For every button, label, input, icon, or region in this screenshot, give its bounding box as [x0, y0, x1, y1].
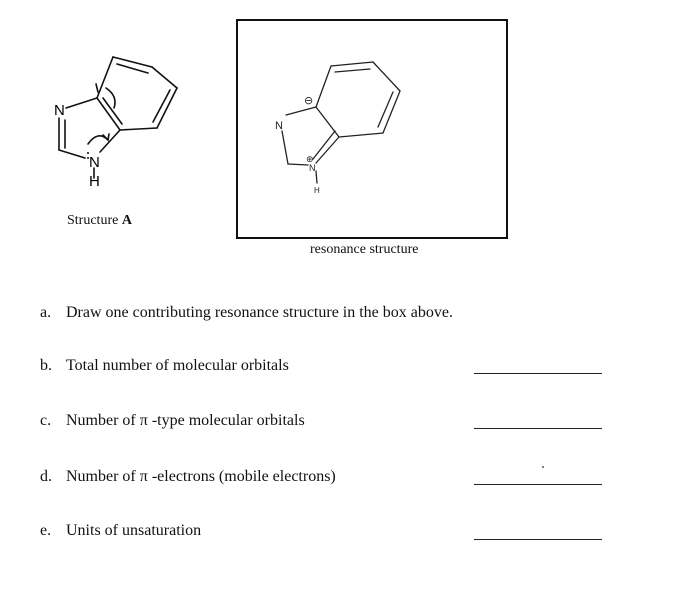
question-text: Draw one contributing resonance structure in the box above. — [66, 304, 453, 321]
benzene-bond — [383, 91, 400, 133]
resonance-caption: resonance structure — [310, 242, 419, 257]
question-letter: d. — [40, 468, 52, 485]
resonance-structure-box[interactable] — [236, 19, 508, 239]
question-text: Number of π -electrons (mobile electrons) — [66, 468, 336, 485]
benzene-bond — [120, 128, 157, 130]
question-letter: a. — [40, 304, 52, 321]
benzene-bond — [152, 67, 177, 88]
benzene-bond — [331, 62, 373, 66]
structure-a-label — [67, 213, 132, 229]
benzene-bond — [97, 98, 120, 130]
answer-line-d[interactable] — [474, 484, 602, 485]
structure-a-drawing — [40, 40, 190, 200]
res-atom-h: H — [314, 186, 320, 195]
question-text: Units of unsaturation — [66, 522, 202, 539]
question-b — [40, 357, 289, 375]
imidazole-bond — [282, 131, 288, 164]
question-text: Number of π -type molecular orbitals — [66, 412, 305, 429]
benzene-bond — [373, 62, 400, 91]
tick-mark — [96, 84, 98, 92]
negative-charge-icon: ⊖ — [304, 94, 314, 107]
answer-line-b[interactable] — [474, 373, 602, 374]
benzene-bond — [113, 57, 152, 67]
benzene-bond — [316, 107, 339, 137]
structure-a-label-prefix: Structure — [67, 213, 122, 228]
n-h-bond — [316, 171, 317, 183]
benzene-double-bond — [378, 92, 393, 127]
question-letter: e. — [40, 522, 52, 539]
positive-charge-icon: ⊕ — [306, 155, 314, 165]
imidazole-bond — [100, 130, 120, 152]
imidazole-bond — [66, 98, 97, 108]
benzene-bond — [339, 133, 383, 137]
question-letter: b. — [40, 357, 52, 374]
imidazole-bond — [286, 107, 316, 115]
question-text: Total number of molecular orbitals — [66, 357, 289, 374]
structure-a-label-letter: A — [121, 213, 132, 228]
arrowhead-icon — [103, 134, 109, 140]
res-atom-n-bottom: N — [309, 163, 316, 173]
stray-mark — [542, 466, 544, 468]
imidazole-bond — [59, 150, 85, 158]
answer-line-c[interactable] — [474, 428, 602, 429]
answer-line-e[interactable] — [474, 539, 602, 540]
question-c — [40, 412, 305, 430]
resonance-drawing-svg — [238, 21, 506, 237]
question-e — [40, 522, 201, 540]
question-letter: c. — [40, 412, 52, 429]
structure-a-svg — [40, 40, 190, 200]
atom-n-bottom: N — [89, 154, 100, 171]
question-a — [40, 304, 453, 322]
res-atom-n-top: N — [275, 120, 283, 132]
atom-n-top: N — [54, 102, 65, 119]
atom-h: H — [89, 173, 100, 190]
benzene-bond — [316, 66, 331, 107]
question-d — [40, 468, 336, 486]
imidazole-bond — [288, 164, 308, 165]
benzene-double-bond — [335, 69, 370, 72]
